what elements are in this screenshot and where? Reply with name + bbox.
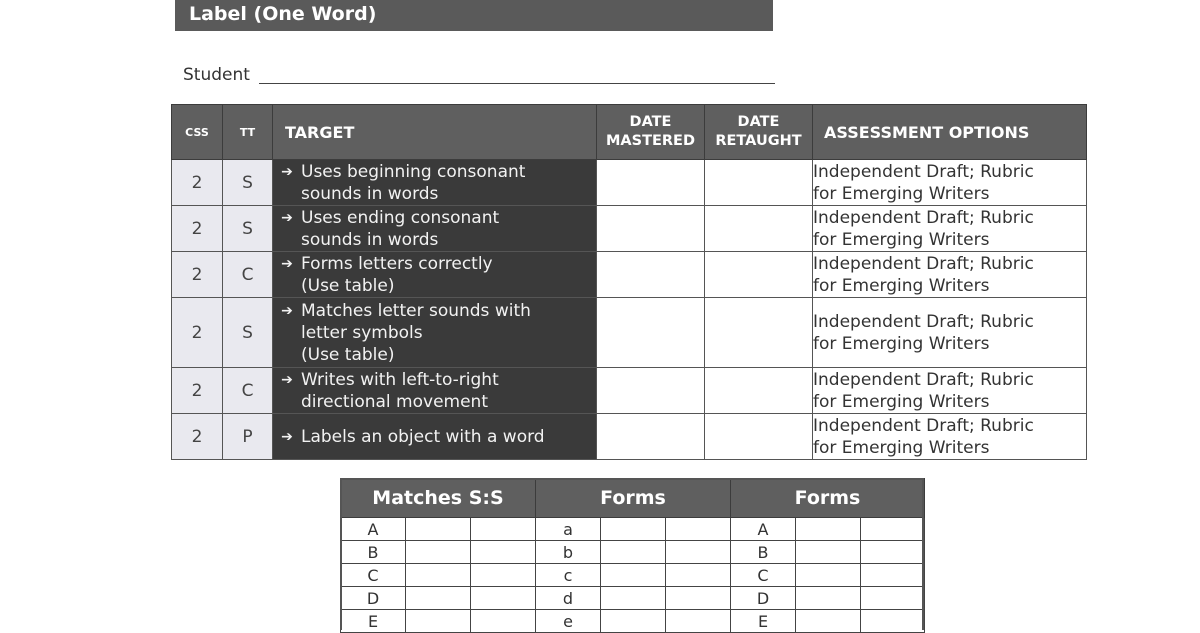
letter-cell: a	[536, 518, 601, 541]
assessment-cell	[813, 206, 1087, 252]
check-cell[interactable]	[601, 541, 666, 564]
css-cell: 2	[172, 368, 223, 414]
header-date-retaught	[705, 105, 813, 160]
check-cell[interactable]	[796, 610, 861, 633]
table-row	[172, 206, 1087, 252]
target-line: Matches letter sounds with	[301, 300, 531, 321]
target-cell	[273, 368, 597, 414]
assessment-line: for Emerging Writers	[813, 229, 990, 250]
tt-cell: S	[223, 206, 273, 252]
skills-table	[171, 104, 1087, 460]
page-title: Label (One Word)	[175, 0, 773, 31]
letter-row	[341, 587, 925, 610]
letter-cell: B	[731, 541, 796, 564]
assessment-cell	[813, 160, 1087, 206]
check-cell[interactable]	[796, 587, 861, 610]
assessment-line: Independent Draft; Rubric	[813, 161, 1034, 182]
check-cell[interactable]	[601, 587, 666, 610]
check-cell[interactable]	[796, 564, 861, 587]
assessment-cell	[813, 414, 1087, 460]
check-cell[interactable]	[796, 518, 861, 541]
date-retaught-cell[interactable]	[705, 252, 813, 298]
letter-cell: C	[731, 564, 796, 587]
letter-cell: e	[536, 610, 601, 633]
check-cell[interactable]	[406, 541, 471, 564]
target-line: Uses beginning consonant	[301, 161, 526, 182]
check-cell[interactable]	[666, 587, 731, 610]
student-name-line[interactable]	[259, 83, 775, 84]
header-forms-uppercase: Forms	[731, 479, 925, 518]
date-mastered-cell[interactable]	[597, 206, 705, 252]
check-cell[interactable]	[406, 587, 471, 610]
date-mastered-cell[interactable]	[597, 298, 705, 368]
check-cell[interactable]	[471, 610, 536, 633]
letter-cell: b	[536, 541, 601, 564]
target-line: Labels an object with a word	[301, 426, 545, 447]
table-row	[172, 252, 1087, 298]
letters-table	[340, 478, 925, 633]
assessment-cell	[813, 298, 1087, 368]
check-cell[interactable]	[796, 541, 861, 564]
arrow-right-icon: ➔	[281, 255, 293, 272]
assessment-cell	[813, 252, 1087, 298]
table-row	[172, 298, 1087, 368]
student-label: Student	[183, 65, 250, 85]
header-date-mastered-line2: MASTERED	[606, 133, 695, 149]
date-mastered-cell[interactable]	[597, 414, 705, 460]
assessment-cell	[813, 368, 1087, 414]
target-cell	[273, 206, 597, 252]
check-cell[interactable]	[861, 610, 925, 633]
header-target: TARGET	[273, 105, 597, 160]
check-cell[interactable]	[471, 587, 536, 610]
tt-cell: S	[223, 160, 273, 206]
assessment-line: for Emerging Writers	[813, 183, 990, 204]
letter-cell: D	[341, 587, 406, 610]
date-retaught-cell[interactable]	[705, 160, 813, 206]
letter-cell: A	[341, 518, 406, 541]
header-matches-ss: Matches S:S	[341, 479, 536, 518]
check-cell[interactable]	[471, 541, 536, 564]
letter-row	[341, 541, 925, 564]
target-line: Writes with left-to-right	[301, 369, 499, 390]
css-cell: 2	[172, 160, 223, 206]
check-cell[interactable]	[601, 610, 666, 633]
target-cell	[273, 252, 597, 298]
header-date-retaught-line2: RETAUGHT	[715, 133, 802, 149]
assessment-line: Independent Draft; Rubric	[813, 311, 1034, 332]
check-cell[interactable]	[861, 564, 925, 587]
check-cell[interactable]	[861, 518, 925, 541]
check-cell[interactable]	[666, 564, 731, 587]
arrow-right-icon: ➔	[281, 209, 293, 226]
tt-cell: S	[223, 298, 273, 368]
letter-cell: E	[341, 610, 406, 633]
assessment-line: Independent Draft; Rubric	[813, 253, 1034, 274]
check-cell[interactable]	[861, 587, 925, 610]
header-assessment: ASSESSMENT OPTIONS	[813, 105, 1087, 160]
target-cell	[273, 160, 597, 206]
date-retaught-cell[interactable]	[705, 206, 813, 252]
target-line: sounds in words	[301, 183, 439, 204]
arrow-right-icon: ➔	[281, 302, 293, 319]
letter-cell: A	[731, 518, 796, 541]
date-mastered-cell[interactable]	[597, 252, 705, 298]
assessment-line: for Emerging Writers	[813, 333, 990, 354]
check-cell[interactable]	[406, 610, 471, 633]
tt-cell: C	[223, 368, 273, 414]
letter-row	[341, 610, 925, 633]
date-retaught-cell[interactable]	[705, 368, 813, 414]
assessment-line: Independent Draft; Rubric	[813, 207, 1034, 228]
letter-cell: d	[536, 587, 601, 610]
letter-cell: c	[536, 564, 601, 587]
header-date-mastered-line1: DATE	[629, 114, 672, 130]
letter-cell: D	[731, 587, 796, 610]
letter-cell: B	[341, 541, 406, 564]
assessment-line: for Emerging Writers	[813, 391, 990, 412]
css-cell: 2	[172, 414, 223, 460]
header-tt: TT	[223, 105, 273, 160]
header-css: CSS	[172, 105, 223, 160]
arrow-right-icon: ➔	[281, 371, 293, 388]
letter-cell: C	[341, 564, 406, 587]
target-line: directional movement	[301, 391, 488, 412]
assessment-line: Independent Draft; Rubric	[813, 415, 1034, 436]
css-cell: 2	[172, 298, 223, 368]
check-cell[interactable]	[861, 541, 925, 564]
letter-row	[341, 564, 925, 587]
target-cell	[273, 414, 597, 460]
target-line: Forms letters correctly	[301, 253, 493, 274]
check-cell[interactable]	[471, 518, 536, 541]
assessment-line: for Emerging Writers	[813, 275, 990, 296]
check-cell[interactable]	[666, 518, 731, 541]
date-retaught-cell[interactable]	[705, 414, 813, 460]
target-cell	[273, 298, 597, 368]
arrow-right-icon: ➔	[281, 163, 293, 180]
tt-cell: C	[223, 252, 273, 298]
student-field	[183, 63, 775, 87]
tt-cell: P	[223, 414, 273, 460]
header-date-retaught-line1: DATE	[737, 114, 780, 130]
table-row	[172, 414, 1087, 460]
check-cell[interactable]	[666, 610, 731, 633]
target-line: (Use table)	[301, 344, 395, 365]
target-line: Uses ending consonant	[301, 207, 500, 228]
check-cell[interactable]	[666, 541, 731, 564]
header-forms-lowercase: Forms	[536, 479, 731, 518]
date-mastered-cell[interactable]	[597, 160, 705, 206]
header-date-mastered	[597, 105, 705, 160]
arrow-right-icon: ➔	[281, 428, 293, 445]
target-line: sounds in words	[301, 229, 439, 250]
css-cell: 2	[172, 252, 223, 298]
letter-row	[341, 518, 925, 541]
assessment-line: Independent Draft; Rubric	[813, 369, 1034, 390]
target-line: letter symbols	[301, 322, 423, 343]
table-row	[172, 160, 1087, 206]
date-mastered-cell[interactable]	[597, 368, 705, 414]
assessment-line: for Emerging Writers	[813, 437, 990, 458]
date-retaught-cell[interactable]	[705, 298, 813, 368]
letter-cell: E	[731, 610, 796, 633]
check-cell[interactable]	[471, 564, 536, 587]
table-row	[172, 368, 1087, 414]
check-cell[interactable]	[601, 518, 666, 541]
check-cell[interactable]	[406, 564, 471, 587]
check-cell[interactable]	[406, 518, 471, 541]
check-cell[interactable]	[601, 564, 666, 587]
css-cell: 2	[172, 206, 223, 252]
target-line: (Use table)	[301, 275, 395, 296]
